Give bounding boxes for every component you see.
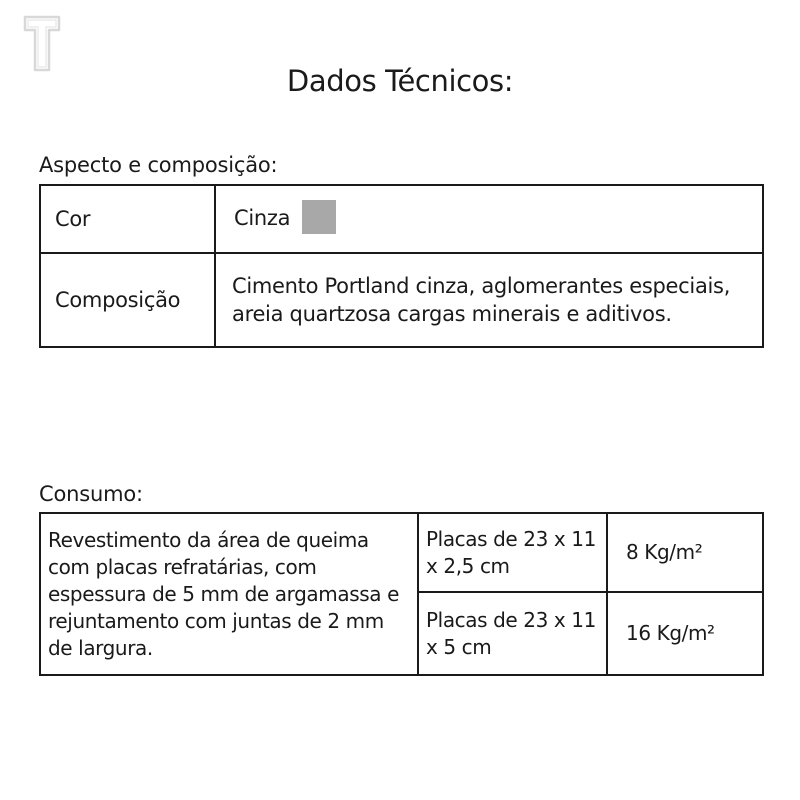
consumo-table [39, 512, 764, 676]
color-swatch [302, 200, 336, 234]
composicao-key-cell [40, 253, 215, 347]
table-row [40, 253, 763, 347]
cor-value: Cinza [234, 206, 291, 230]
aspect-table [39, 184, 764, 348]
composicao-value: Cimento Portland cinza, aglomerantes especiais, areia quartzosa cargas minerais e aditivos. [232, 274, 731, 326]
placas-size: Placas de 23 x 11 x 5 cm [426, 607, 596, 659]
cor-key-cell [40, 185, 215, 253]
consumo-value-cell [607, 513, 763, 592]
composicao-key: Composição [55, 288, 181, 312]
table-row [40, 513, 763, 592]
aspect-section-label: Aspecto e composição: [39, 153, 278, 177]
placas-cell [418, 513, 607, 592]
consumo-section-label: Consumo: [39, 482, 143, 506]
page-title: Dados Técnicos: [286, 64, 514, 98]
composicao-value-cell [215, 253, 763, 347]
consumo-value: 16 Kg/m² [626, 621, 715, 645]
table-row [40, 185, 763, 253]
consumo-description-cell [40, 513, 418, 675]
consumo-description: Revestimento da área de queima com placas refratárias, com espessura de 5 mm de argamassa e rejuntamento com juntas de 2 mm de largura. [48, 527, 399, 660]
cor-value-cell [215, 185, 763, 253]
consumo-value: 8 Kg/m² [626, 540, 703, 564]
placas-size: Placas de 23 x 11 x 2,5 cm [426, 526, 596, 578]
placas-cell [418, 592, 607, 675]
cor-key: Cor [55, 207, 91, 231]
consumo-value-cell [607, 592, 763, 675]
